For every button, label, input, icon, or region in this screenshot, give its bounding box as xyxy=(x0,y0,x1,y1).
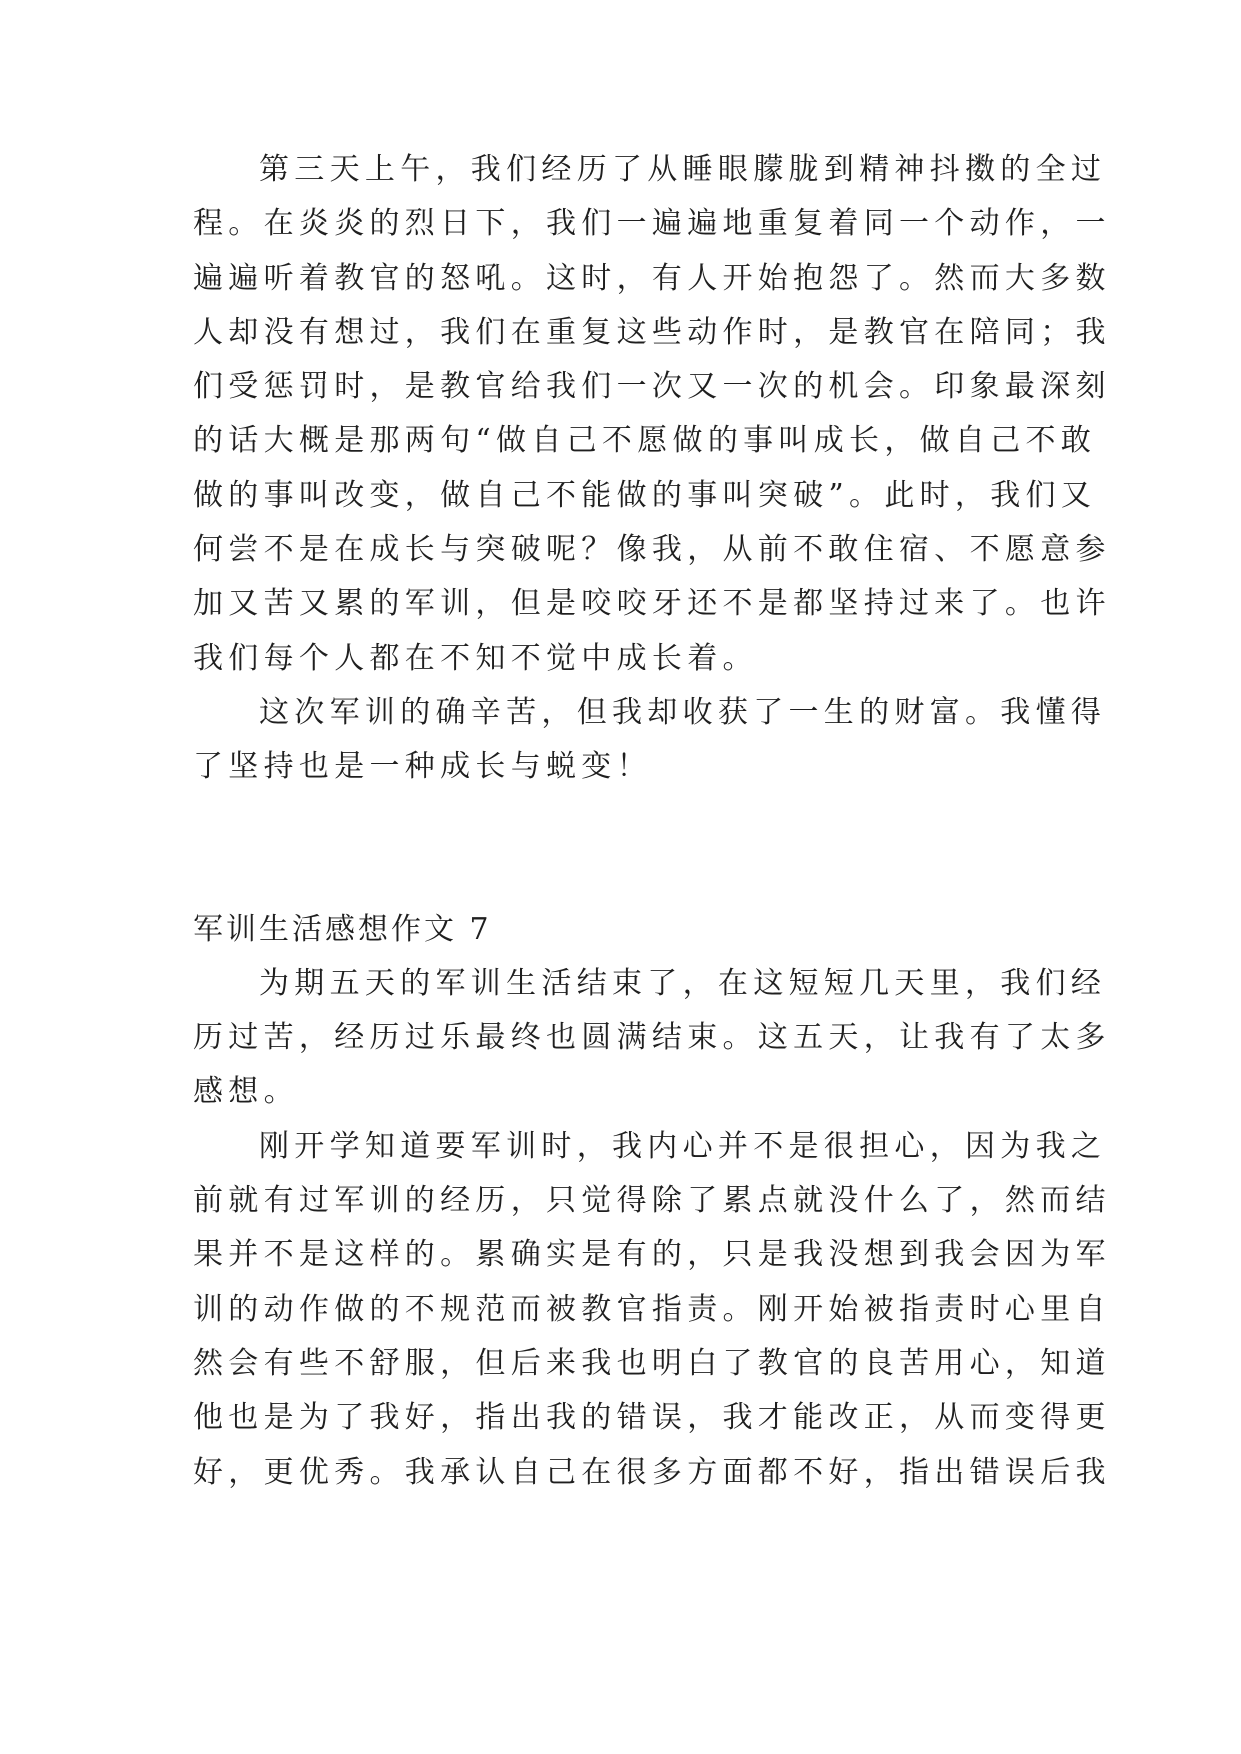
text-line: 人却没有想过，我们在重复这些动作时，是教官在陪同；我 xyxy=(193,314,1111,350)
text-line: 何尝不是在成长与突破呢？像我，从前不敢住宿、不愿意参 xyxy=(193,532,1111,568)
text-line: 训的动作做的不规范而被教官指责。刚开始被指责时心里自 xyxy=(193,1291,1111,1327)
text-line: 了坚持也是一种成长与蜕变！ xyxy=(193,749,652,785)
paragraph xyxy=(193,143,1111,686)
paragraph xyxy=(193,957,1111,1120)
text-line: 的话大概是那两句“做自己不愿做的事叫成长，做自己不敢 xyxy=(193,423,1097,459)
text-line: 程。在炎炎的烈日下，我们一遍遍地重复着同一个动作，一 xyxy=(193,206,1111,242)
text-line: 做的事叫改变，做自己不能做的事叫突破”。此时，我们又 xyxy=(193,477,1097,513)
text-line: 感想。 xyxy=(193,1074,299,1110)
document-page xyxy=(193,143,1111,1500)
text-line: 加又苦又累的军训，但是咬咬牙还不是都坚持过来了。也许 xyxy=(193,586,1111,622)
section-heading: 军训生活感想作文 7 xyxy=(193,911,492,947)
text-line: 他也是为了我好，指出我的错误，我才能改正，从而变得更 xyxy=(193,1400,1111,1436)
paragraph xyxy=(193,686,1107,795)
text-line: 第三天上午，我们经历了从睡眼朦胧到精神抖擞的全过 xyxy=(259,152,1107,187)
text-line: 遍遍听着教官的怒吼。这时，有人开始抱怨了。然而大多数 xyxy=(193,260,1111,296)
text-line: 果并不是这样的。累确实是有的，只是我没想到我会因为军 xyxy=(193,1237,1111,1273)
text-line: 然会有些不舒服，但后来我也明白了教官的良苦用心，知道 xyxy=(193,1345,1111,1381)
paragraph xyxy=(193,1120,1111,1500)
text-line: 历过苦，经历过乐最终也圆满结束。这五天，让我有了太多 xyxy=(193,1020,1111,1056)
text-line: 我们每个人都在不知不觉中成长着。 xyxy=(193,640,758,676)
text-line: 好，更优秀。我承认自己在很多方面都不好，指出错误后我 xyxy=(193,1454,1111,1490)
text-line: 为期五天的军训生活结束了，在这短短几天里，我们经 xyxy=(259,965,1107,1001)
text-line: 刚开学知道要军训时，我内心并不是很担心，因为我之 xyxy=(259,1128,1107,1164)
text-line: 这次军训的确辛苦，但我却收获了一生的财富。我懂得 xyxy=(259,694,1107,730)
text-line: 前就有过军训的经历，只觉得除了累点就没什么了，然而结 xyxy=(193,1183,1111,1219)
text-line: 们受惩罚时，是教官给我们一次又一次的机会。印象最深刻 xyxy=(193,369,1111,405)
section-spacer xyxy=(193,795,1052,903)
